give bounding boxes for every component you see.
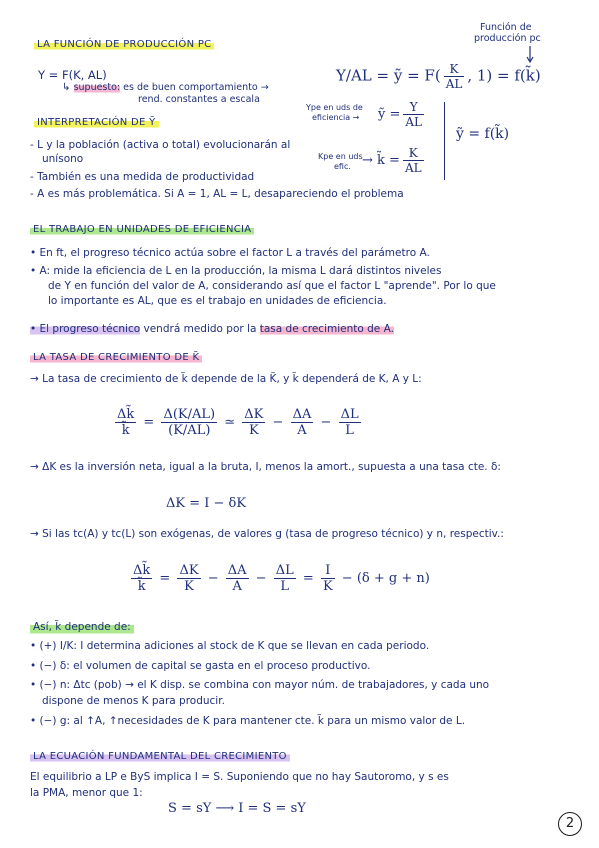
reduced-form-result: ỹ = f(k̃): [456, 126, 510, 142]
efficiency-bullet-2-l3: lo importante es AL, que es el trabajo en unidades de eficiencia.: [48, 295, 387, 307]
equilibrium-line-1: El equilibrio a LP e ByS implica I = S. Suponiendo que no hay Sautoromo, y s es: [30, 771, 449, 783]
brace-divider: [444, 102, 445, 180]
growth-rate-intro: → La tasa de crecimiento de k̃ depende de la K̃, y k̃ dependerá de K, A y L:: [30, 373, 422, 385]
note-production-function-label-2: producción pc: [474, 33, 541, 44]
depends-bullet-3-l1: • (−) n: Δtc (pob) → el K disp. se combina con mayor núm. de trabajadores, y cada uno: [30, 679, 490, 691]
supuesto-line-2: rend. constantes a escala: [138, 94, 260, 105]
heading-production-function: LA FUNCIÓN DE PRODUCCIÓN PC: [34, 39, 214, 50]
depends-bullet-1: • (+) I/K: I determina adiciones al stock de K que se llevan en cada periodo.: [30, 640, 430, 652]
ype-label-1: Ype en uds de: [306, 103, 363, 112]
production-function-def: Y = F(K, AL): [38, 68, 107, 82]
interp-bullet-2: - También es una medida de productividad: [30, 171, 255, 183]
kpe-label-2: efic.: [334, 162, 351, 171]
tech-progress-highlight: • El progreso técnico: [30, 323, 141, 335]
depends-bullet-4: • (−) g: al ↑A, ↑necesidades de K para mantener cte. k̃ para un mismo valor de L.: [30, 715, 466, 727]
supuesto-line: ↳ supuesto: es de buen comportamiento →: [62, 82, 269, 93]
interp-bullet-1-cont: unísono: [42, 153, 84, 165]
heading-interpretation: INTERPRETACIÓN DE Ỹ: [34, 117, 159, 128]
ype-equation: ỹ = $\frac{Y}{AL}$: [378, 100, 423, 129]
heading-growth-rate: LA TASA DE CRECIMIENTO DE K̃: [30, 352, 202, 363]
interp-bullet-3: - A es más problemática. Si A = 1, AL = L, desapareciendo el problema: [30, 188, 404, 200]
eq-main-lhs: Y/AL = ỹ = F(: [336, 66, 441, 85]
growth-rate-equation-2: $\frac{\Delta k̃}{k̃}$ = $\frac{\Delta K}{K}$ − $\frac{\Delta A}{A}$ − $\frac{\Delta L}{L}$ = $\frac{I}{K}$ − (δ + g + n): [133, 563, 430, 594]
kpe-label-1: Kpe en uds: [318, 152, 363, 161]
ype-label-2: eficiencia →: [312, 113, 360, 122]
growth-rate-highlight: tasa de crecimiento de A.: [259, 323, 394, 335]
savings-investment-equation: S = sY ⟶ I = S = sY: [168, 801, 306, 816]
depends-bullet-2: • (−) δ: el volumen de capital se gasta en el proceso productivo.: [30, 660, 371, 672]
growth-rate-equation-1: $\frac{\Delta k̃}{k̃}$ = $\frac{\Delta(K/AL)}{(K/AL)}$ ≃ $\frac{\Delta K}{K}$ − $\frac{\Delta A}{A}$ − $\frac{\Delta L}{L}$: [117, 407, 359, 438]
depends-bullet-3-l2: dispone de menos K para producir.: [42, 695, 225, 707]
heading-efficiency-units: EL TRABAJO EN UNIDADES DE EFICIENCIA: [30, 224, 254, 235]
eq-main-frac: $\frac{K}{AL}$: [445, 62, 463, 91]
kpe-equation: → k̃ = $\frac{K}{AL}$: [362, 146, 422, 175]
supuesto-text: es de buen comportamiento →: [123, 82, 269, 93]
per-capita-equation: [336, 62, 541, 91]
supuesto-label: supuesto:: [73, 82, 121, 93]
equilibrium-line-2: la PMA, menor que 1:: [30, 787, 143, 799]
page-number: 2: [558, 812, 582, 836]
efficiency-bullet-3: • El progreso técnico vendrá medido por la tasa de crecimiento de A.: [30, 323, 394, 335]
efficiency-bullet-1: • En ft, el progreso técnico actúa sobre el factor L a través del parámetro A.: [30, 247, 430, 259]
eq-main-rhs: , 1) = f(k̃): [467, 66, 541, 85]
note-production-function-label-1: Función de: [480, 22, 532, 33]
heading-fundamental-equation: LA ECUACIÓN FUNDAMENTAL DEL CRECIMIENTO: [30, 751, 290, 762]
net-investment-text: → ΔK es la inversión neta, igual a la bruta, I, menos la amort., supuesta a una tasa cte. δ:: [30, 461, 501, 473]
efficiency-bullet-2-l1: • A: mide la eficiencia de L en la producción, la misma L dará distintos niveles: [30, 265, 442, 277]
net-investment-equation: ΔK = I − δK: [166, 496, 247, 511]
exogenous-rates-text: → Si las tc(A) y tc(L) son exógenas, de valores g (tasa de progreso técnico) y n, respectiv.:: [30, 528, 504, 540]
interp-bullet-1: - L y la población (activa o total) evolucionarán al: [30, 139, 291, 151]
efficiency-bullet-2-l2: de Y en función del valor de A, considerando así que el factor L "aprende". Por lo que: [48, 280, 496, 292]
heading-depends-on: Así, k̃ depende de:: [30, 620, 134, 634]
